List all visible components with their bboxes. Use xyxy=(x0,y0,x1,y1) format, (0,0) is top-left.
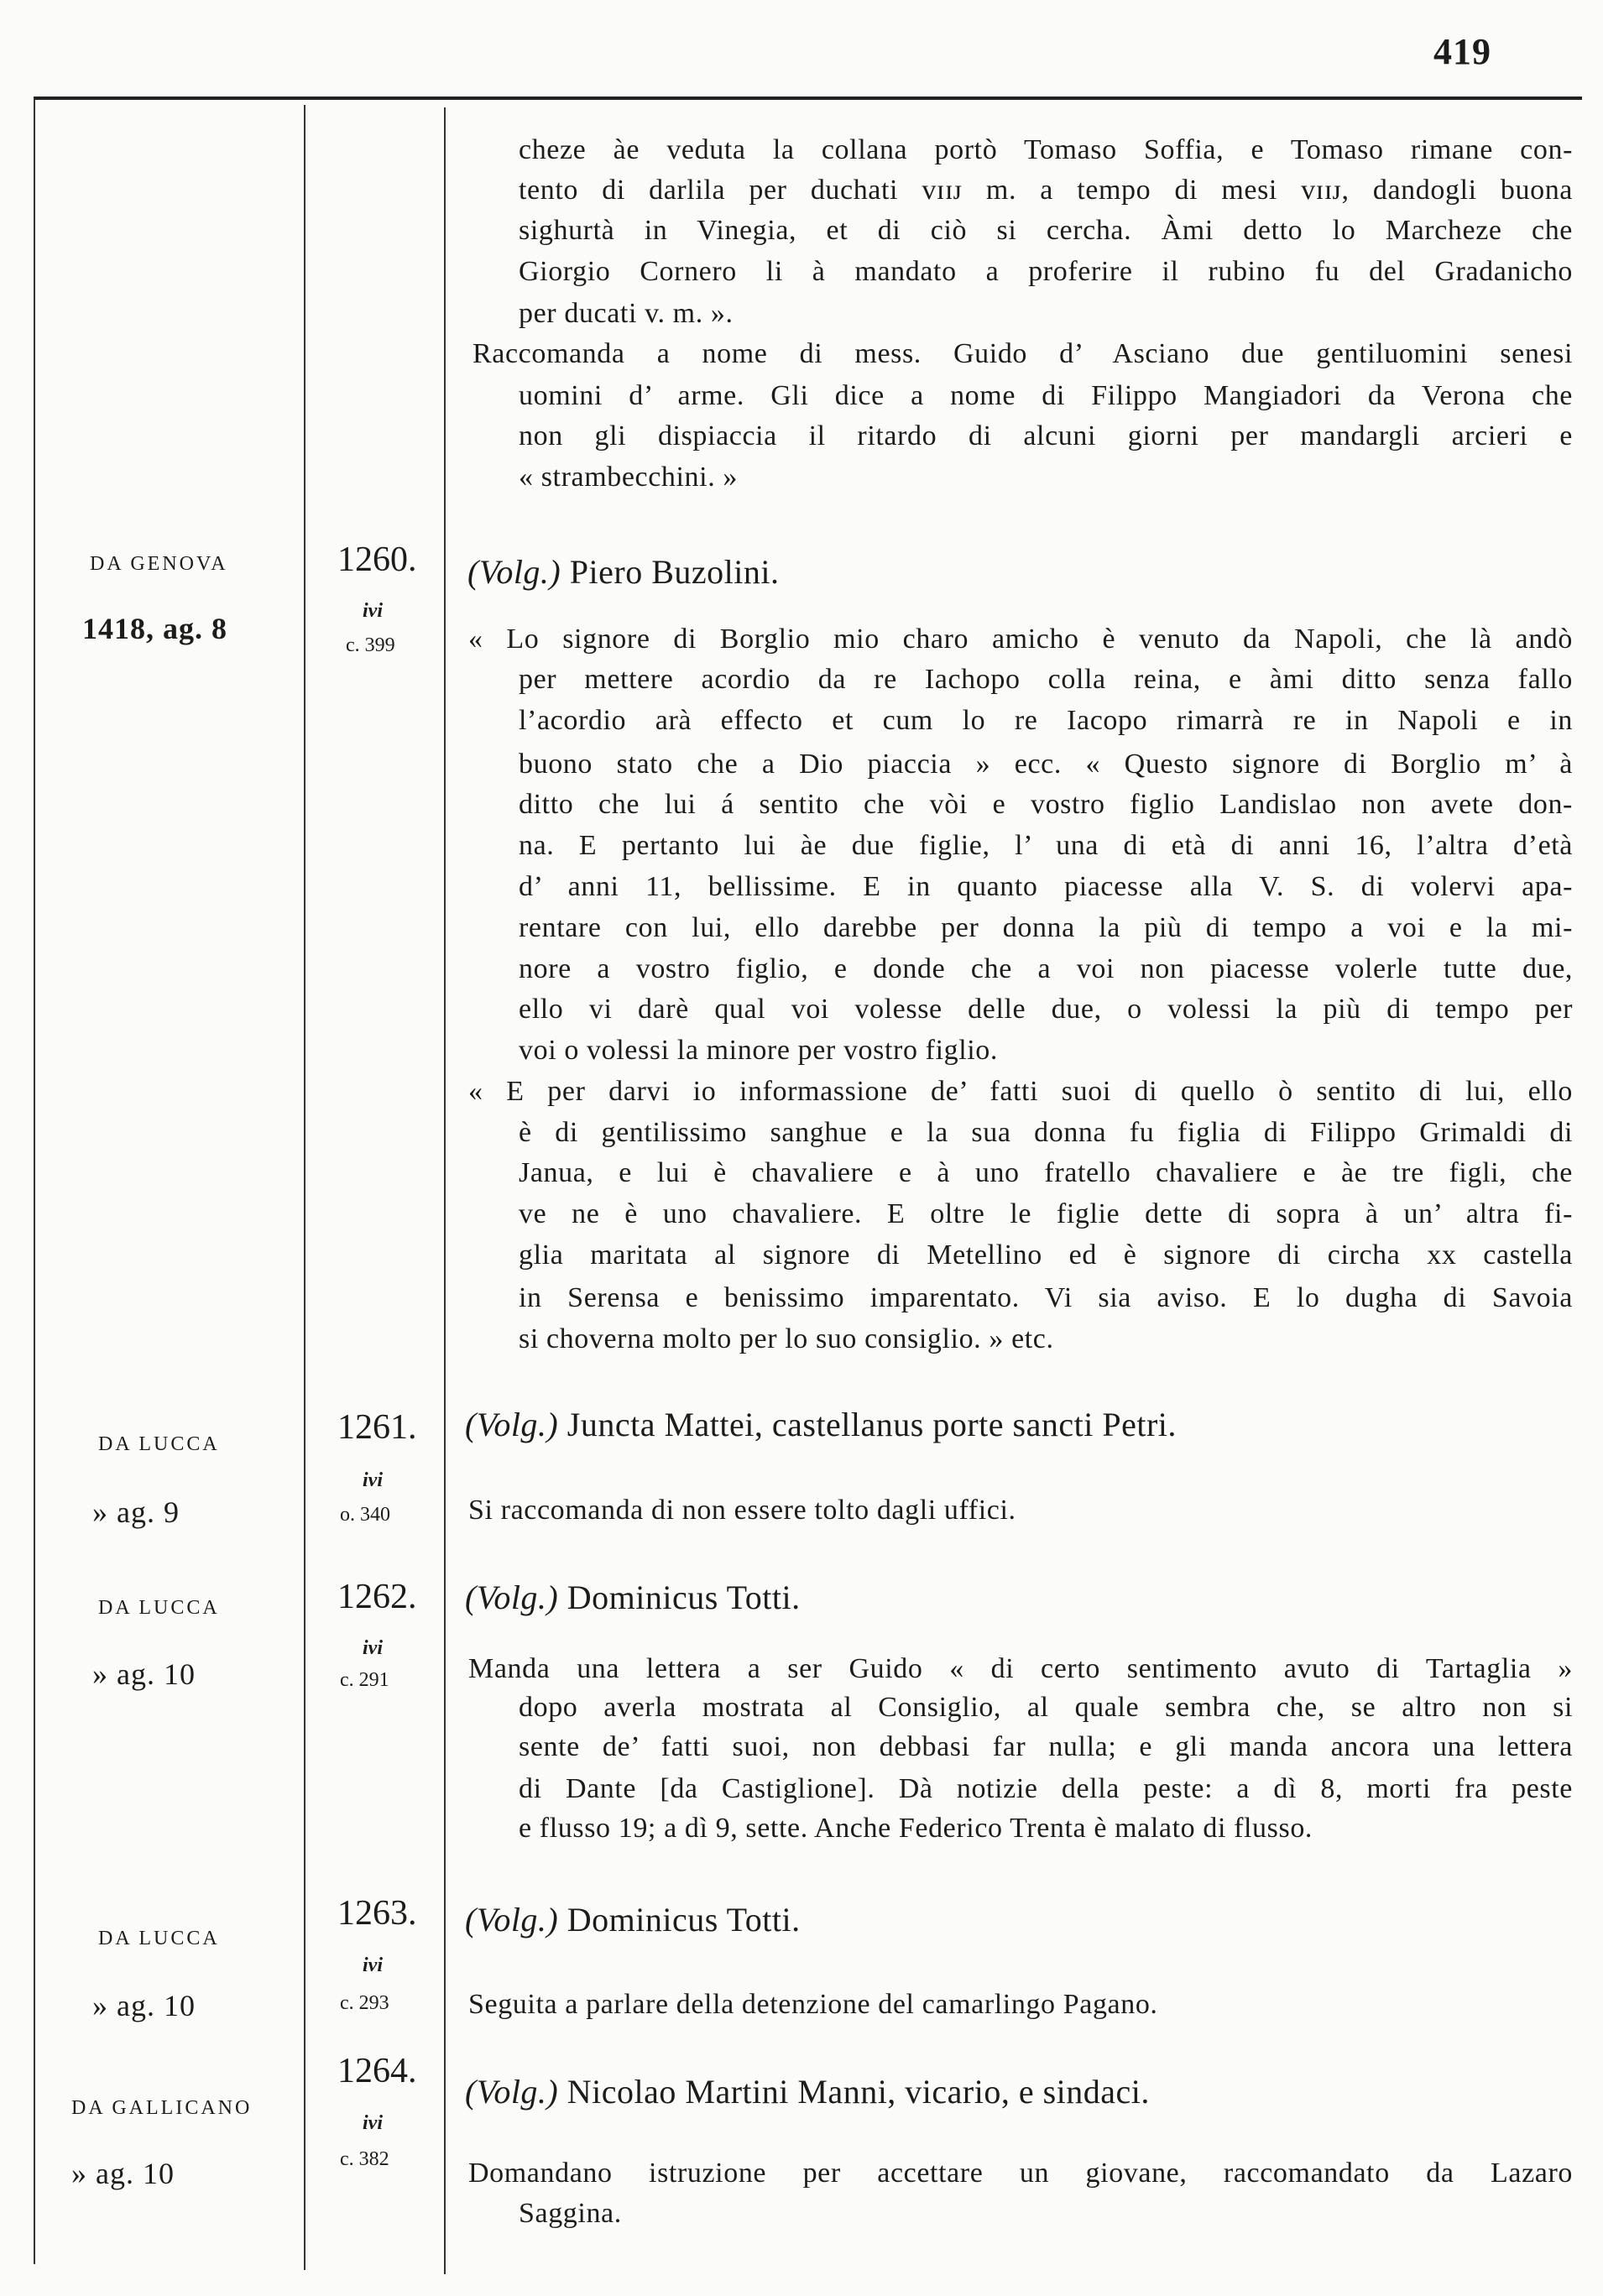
entry-heading xyxy=(465,1578,801,1616)
date-label: » ag. 10 xyxy=(92,1657,196,1691)
text-line: l’acordio arà effecto et cum lo re Iacopo rimarrà re in Napoli e in xyxy=(519,705,1573,736)
date-column-rule xyxy=(304,105,305,2270)
text-line: di Dante [da Castiglione]. Dà notizie della peste: a dì 8, morti fra peste xyxy=(519,1773,1573,1804)
text-line: Domandano istruzione per accettare un giovane, raccomandato da Lazaro xyxy=(468,2158,1573,2189)
volg-marker: (Volg.) xyxy=(465,1406,559,1443)
entry-number: 1260. xyxy=(337,540,417,579)
text-line: Saggina. xyxy=(519,2198,622,2229)
text-line: « Lo signore di Borglio mio charo amicho è venuto da Napoli, che là andò xyxy=(468,624,1573,655)
text-line: rentare con lui, ello darebbe per donna la più di tempo a voi e la mi- xyxy=(519,912,1573,943)
text-line: uomini d’ arme. Gli dice a nome di Filippo Mangiadori da Verona che xyxy=(519,380,1573,411)
sender-name: Nicolao Martini Manni, vicario, e sindaci. xyxy=(567,2073,1150,2111)
text-line: dopo averla mostrata al Consiglio, al quale sembra che, se altro non si xyxy=(519,1692,1573,1723)
text-line: ello vi darè qual voi volesse delle due, o volessi la più di tempo per xyxy=(519,994,1573,1025)
ivi-label: ivi xyxy=(363,1637,383,1659)
archive-reference: c. 291 xyxy=(340,1669,389,1691)
archive-reference: c. 382 xyxy=(340,2148,389,2170)
text-line: e flusso 19; a dì 9, sette. Anche Federico Trenta è malato di flusso. xyxy=(519,1813,1313,1844)
reference-column-rule xyxy=(444,107,446,2274)
text-line: Janua, e lui è chavaliere e à uno fratello chavaliere e àe tre figli, che xyxy=(519,1157,1573,1188)
text-line: ve ne è uno chavaliere. E oltre le figlie dette di sopra à un’ altra fi- xyxy=(519,1198,1573,1229)
text-line: Giorgio Cornero li à mandato a proferire il rubino fu del Gradanicho xyxy=(519,256,1573,287)
volg-marker: (Volg.) xyxy=(465,1901,559,1939)
text-line: tento di darlila per duchati vɪɪᴊ m. a tempo di mesi vɪɪᴊ, dandogli buona xyxy=(519,175,1573,206)
text-line: na. E pertanto lui àe due figlie, l’ una di età di anni 16, l’altra d’età xyxy=(519,830,1573,861)
origin-label: DA LUCCA xyxy=(98,1928,220,1949)
entry-heading xyxy=(465,2075,1150,2109)
text-line: Raccomanda a nome di mess. Guido d’ Asciano due gentiluomini senesi xyxy=(473,338,1573,369)
archive-reference: c. 399 xyxy=(346,634,395,656)
volg-marker: (Volg.) xyxy=(467,553,561,591)
text-line: Si raccomanda di non essere tolto dagli uffici. xyxy=(468,1495,1016,1526)
text-line: per mettere acordio da re Iachopo colla reina, e àmi ditto senza fallo xyxy=(519,664,1573,695)
origin-label: DA GENOVA xyxy=(90,553,228,575)
text-line: buono stato che a Dio piaccia » ecc. « Questo signore di Borglio m’ à xyxy=(519,749,1573,780)
text-line: d’ anni 11, bellissime. E in quanto piacesse alla V. S. di volervi apa- xyxy=(519,871,1573,902)
text-line: « E per darvi io informassione de’ fatti suoi di quello ò sentito di lui, ello xyxy=(468,1076,1573,1107)
entry-heading xyxy=(465,1903,801,1937)
ivi-label: ivi xyxy=(363,600,383,622)
text-line: « strambecchini. » xyxy=(519,462,739,493)
entry-number: 1262. xyxy=(337,1578,417,1616)
text-line: Seguita a parlare della detenzione del camarlingo Pagano. xyxy=(468,1989,1158,2020)
page-number: 419 xyxy=(1433,31,1491,72)
left-margin-rule xyxy=(34,99,35,2264)
text-line: per ducati v. m. ». xyxy=(519,298,734,329)
sender-name: Dominicus Totti. xyxy=(567,1901,801,1939)
entry-heading xyxy=(465,1408,1177,1442)
origin-label: DA LUCCA xyxy=(98,1433,220,1455)
text-line: voi o volessi la minore per vostro figlio. xyxy=(519,1035,999,1066)
origin-label: DA LUCCA xyxy=(98,1597,220,1619)
text-line: si choverna molto per lo suo consiglio. » etc. xyxy=(519,1323,1054,1354)
origin-label: DA GALLICANO xyxy=(71,2097,253,2119)
text-line: sente de’ fatti suoi, non debbasi far nulla; e gli manda ancora una lettera xyxy=(519,1731,1573,1762)
text-line: non gli dispiaccia il ritardo di alcuni giorni per mandargli arcieri e xyxy=(519,420,1573,451)
archive-reference: c. 293 xyxy=(340,1992,389,2014)
sender-name: Piero Buzolini. xyxy=(569,553,780,591)
text-line: è di gentilissimo sanghue e la sua donna fu figlia di Filippo Grimaldi di xyxy=(519,1117,1573,1148)
sender-name: Juncta Mattei, castellanus porte sancti Petri. xyxy=(567,1406,1177,1443)
sender-name: Dominicus Totti. xyxy=(567,1578,801,1616)
entry-heading xyxy=(467,553,780,591)
date-label: » ag. 9 xyxy=(92,1495,180,1529)
ivi-label: ivi xyxy=(363,2112,383,2134)
date-label: » ag. 10 xyxy=(71,2157,175,2190)
date-label: 1418, ag. 8 xyxy=(82,612,227,645)
entry-number: 1263. xyxy=(337,1894,417,1933)
text-line: nore a vostro figlio, e donde che a voi non piacesse volerle tutte due, xyxy=(519,953,1573,984)
archive-reference: o. 340 xyxy=(340,1504,390,1526)
text-line: cheze àe veduta la collana portò Tomaso Soffia, e Tomaso rimane con- xyxy=(519,134,1573,165)
volg-marker: (Volg.) xyxy=(465,1578,559,1616)
header-rule xyxy=(34,97,1582,100)
volg-marker: (Volg.) xyxy=(465,2073,559,2111)
ivi-label: ivi xyxy=(363,1954,383,1976)
text-line: in Serensa e benissimo imparentato. Vi sia aviso. E lo dugha di Savoia xyxy=(519,1282,1573,1313)
entry-number: 1264. xyxy=(337,2052,417,2090)
text-line: sighurtà in Vinegia, et di ciò si cercha. Àmi detto lo Marcheze che xyxy=(519,215,1573,246)
ivi-label: ivi xyxy=(363,1469,383,1491)
entry-number: 1261. xyxy=(337,1408,417,1447)
text-line: Manda una lettera a ser Guido « di certo sentimento avuto di Tartaglia » xyxy=(468,1653,1573,1684)
text-line: ditto che lui á sentito che vòi e vostro figlio Landislao non avete don- xyxy=(519,789,1573,820)
date-label: » ag. 10 xyxy=(92,1989,196,2022)
text-line: glia maritata al signore di Metellino ed è signore di circha xx castella xyxy=(519,1239,1573,1271)
